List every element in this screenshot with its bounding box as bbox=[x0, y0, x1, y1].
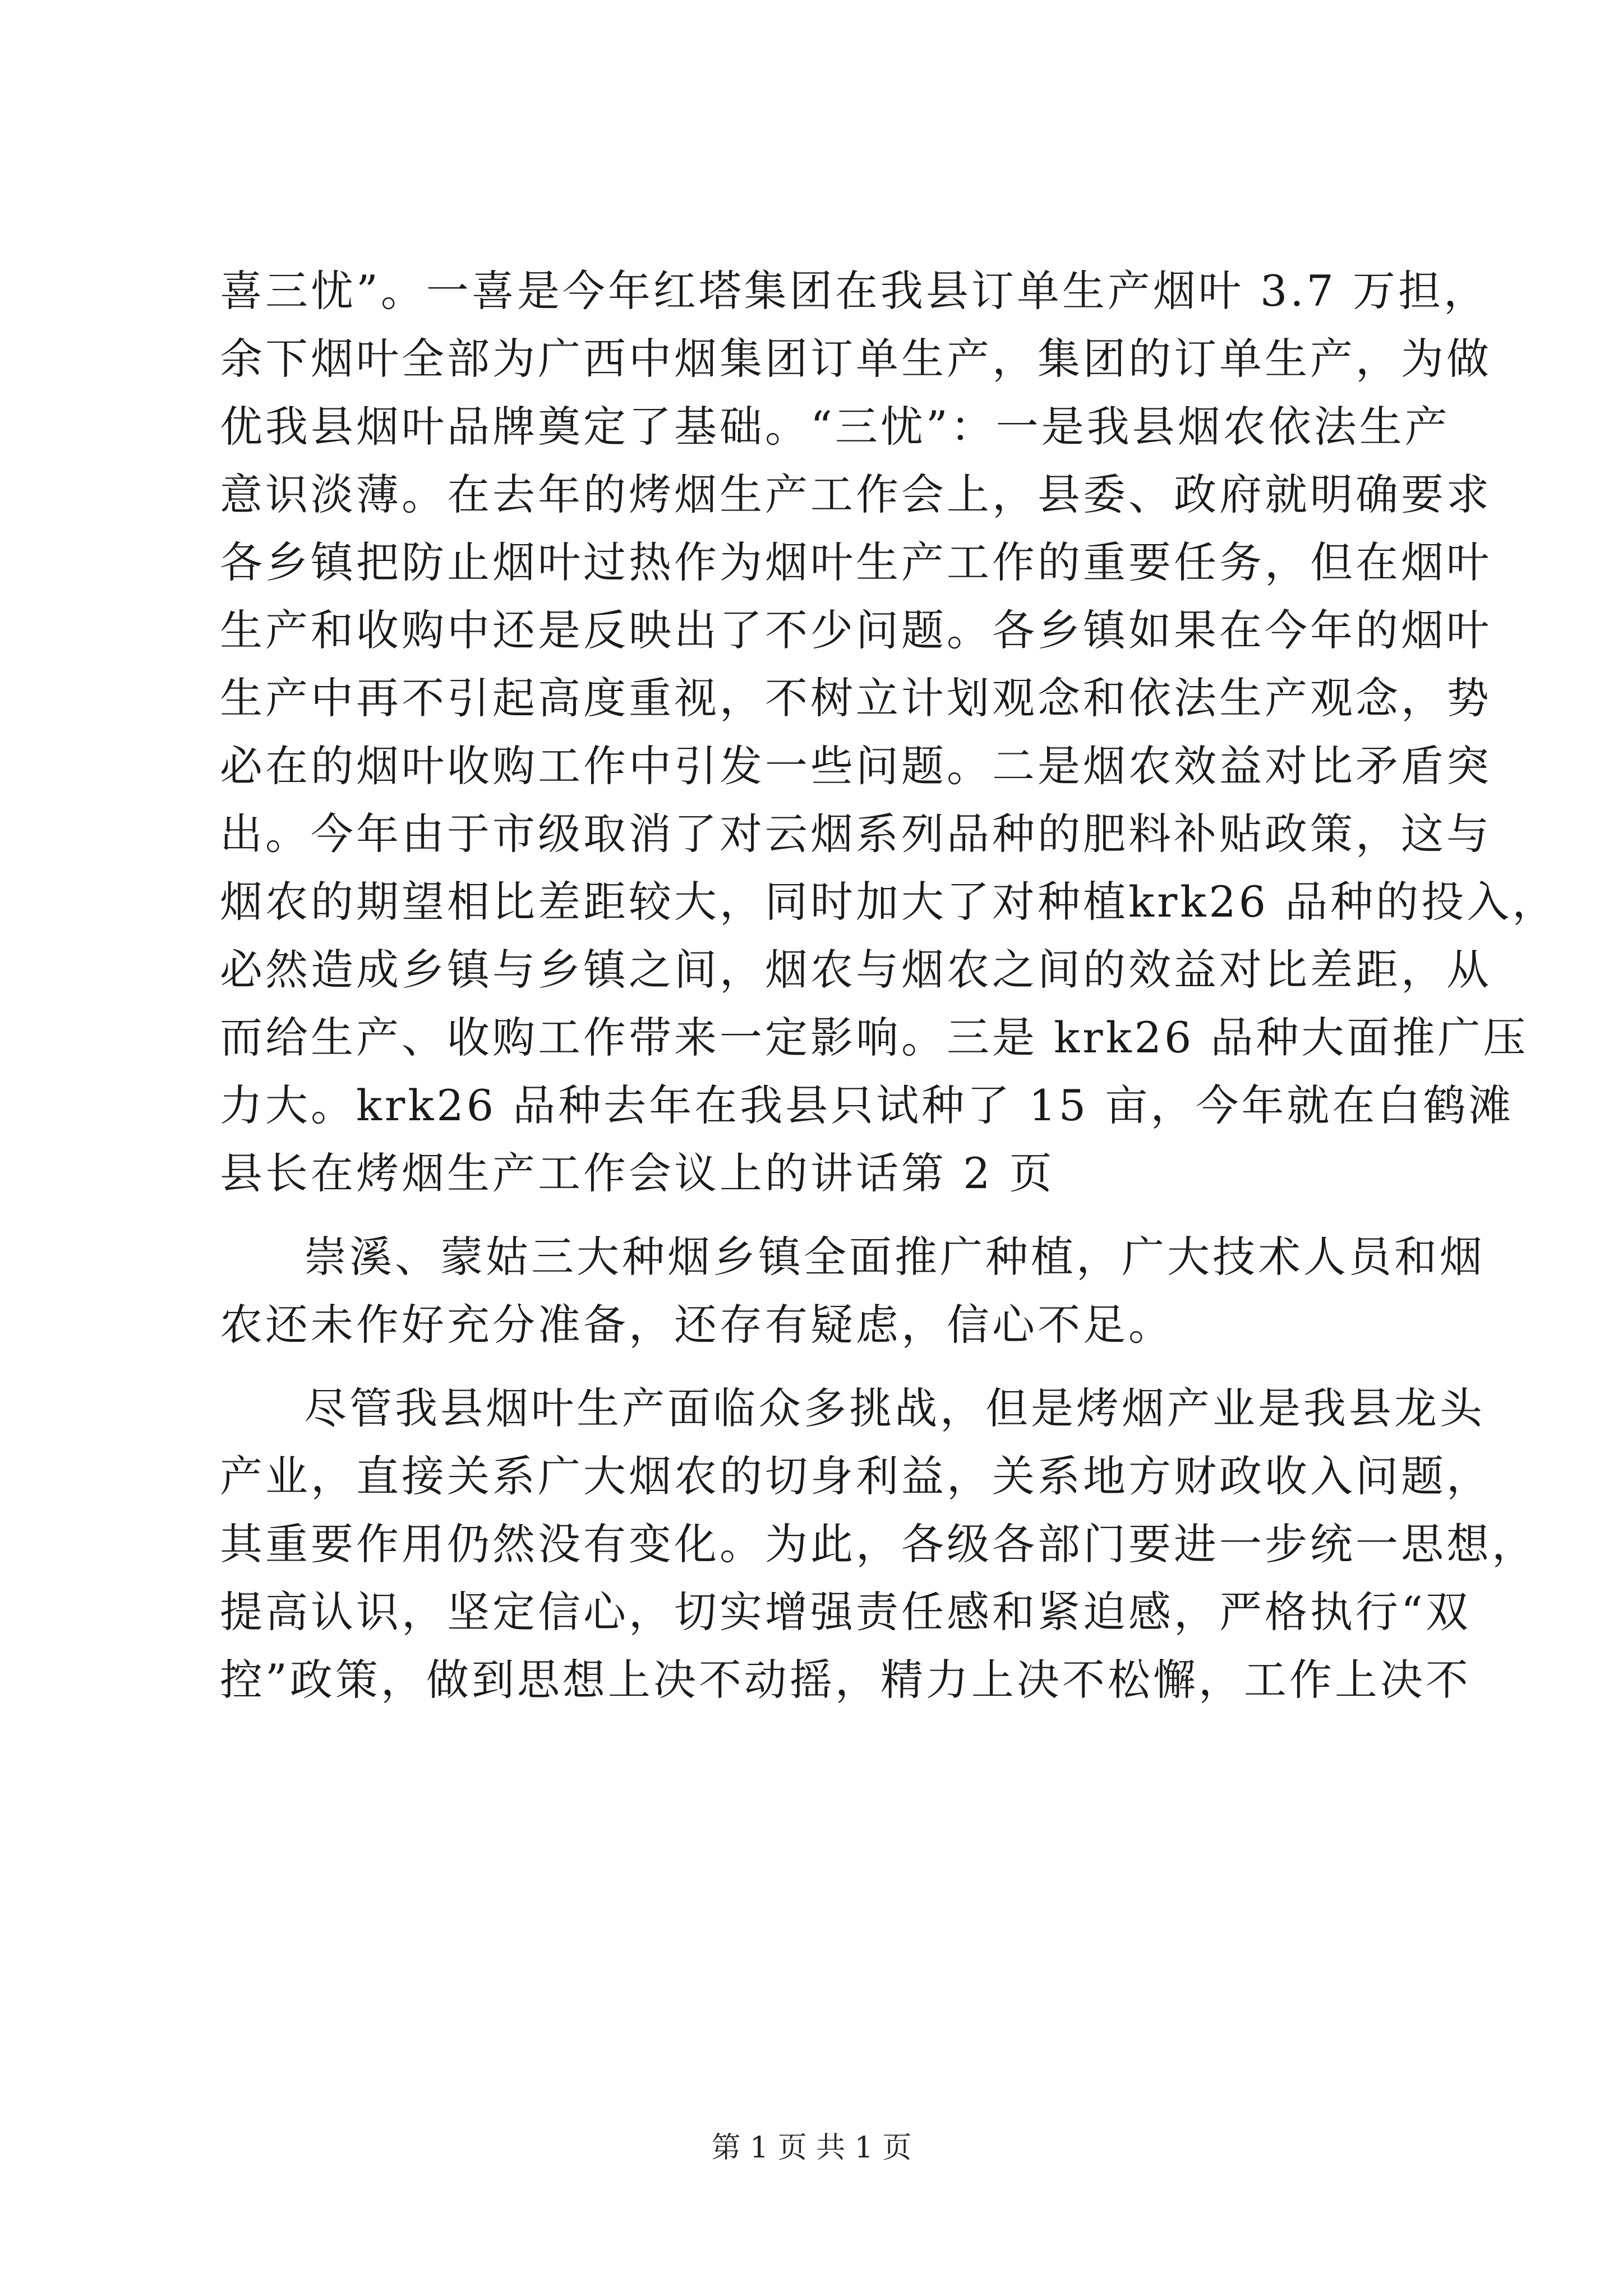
text-line: 力大。krk26 品种去年在我县只试种了 15 亩，今年就在白鹤滩 bbox=[220, 1080, 1514, 1130]
text-line: 优我县烟叶品牌奠定了基础。“三忧”：一是我县烟农依法生产 bbox=[220, 402, 1450, 452]
text-line: 出。今年由于市级取消了对云烟系列品种的肥料补贴政策，这与 bbox=[220, 809, 1492, 859]
paragraph-2-line: 崇溪、蒙姑三大种烟乡镇全面推广种植，广大技术人员和烟 bbox=[304, 1232, 1485, 1282]
page-footer: 第 1 页 共 1 页 bbox=[711, 2131, 912, 2165]
text-line: 余下烟叶全部为广西中烟集团订单生产，集团的订单生产，为做 bbox=[220, 334, 1492, 384]
text-line: 生产中再不引起高度重视，不树立计划观念和依法生产观念，势 bbox=[220, 673, 1492, 723]
text-line: 意识淡薄。在去年的烤烟生产工作会上，县委、政府就明确要求 bbox=[220, 470, 1492, 519]
text-line: 生产和收购中还是反映出了不少问题。各乡镇如果在今年的烟叶 bbox=[220, 605, 1492, 655]
text-line: 各乡镇把防止烟叶过热作为烟叶生产工作的重要任务，但在烟叶 bbox=[220, 537, 1492, 587]
paragraph-3-line: 产业，直接关系广大烟农的切身利益，关系地方财政收入问题， bbox=[220, 1451, 1492, 1501]
text-line: 喜三忧”。一喜是今年红塔集团在我县订单生产烟叶 3.7 万担， bbox=[220, 266, 1490, 316]
text-line: 必在的烟叶收购工作中引发一些问题。二是烟农效益对比矛盾突 bbox=[220, 741, 1492, 791]
paragraph-3-line: 其重要作用仍然没有变化。为此，各级各部门要进一步统一思想， bbox=[220, 1519, 1537, 1569]
paragraph-3-line: 提高认识，坚定信心，切实增强责任感和紧迫感，严格执行“双 bbox=[220, 1587, 1471, 1637]
page-title-line: 县长在烤烟生产工作会议上的讲话第 2 页 bbox=[220, 1148, 1055, 1198]
paragraph-2-line: 农还未作好充分准备，还存有疑虑，信心不足。 bbox=[220, 1300, 1174, 1350]
text-line: 烟农的期望相比差距较大，同时加大了对种植krk26 品种的投入， bbox=[220, 877, 1558, 927]
text-line: 必然造成乡镇与乡镇之间，烟农与烟农之间的效益对比差距，从 bbox=[220, 945, 1492, 995]
paragraph-3-line: 控”政策，做到思想上决不动摇，精力上决不松懈，工作上决不 bbox=[220, 1655, 1471, 1705]
paragraph-3-line: 尽管我县烟叶生产面临众多挑战，但是烤烟产业是我县龙头 bbox=[304, 1383, 1485, 1433]
text-line: 而给生产、收购工作带来一定影响。三是 krk26 品种大面推广压 bbox=[220, 1013, 1529, 1062]
document-body bbox=[220, 257, 1558, 1714]
